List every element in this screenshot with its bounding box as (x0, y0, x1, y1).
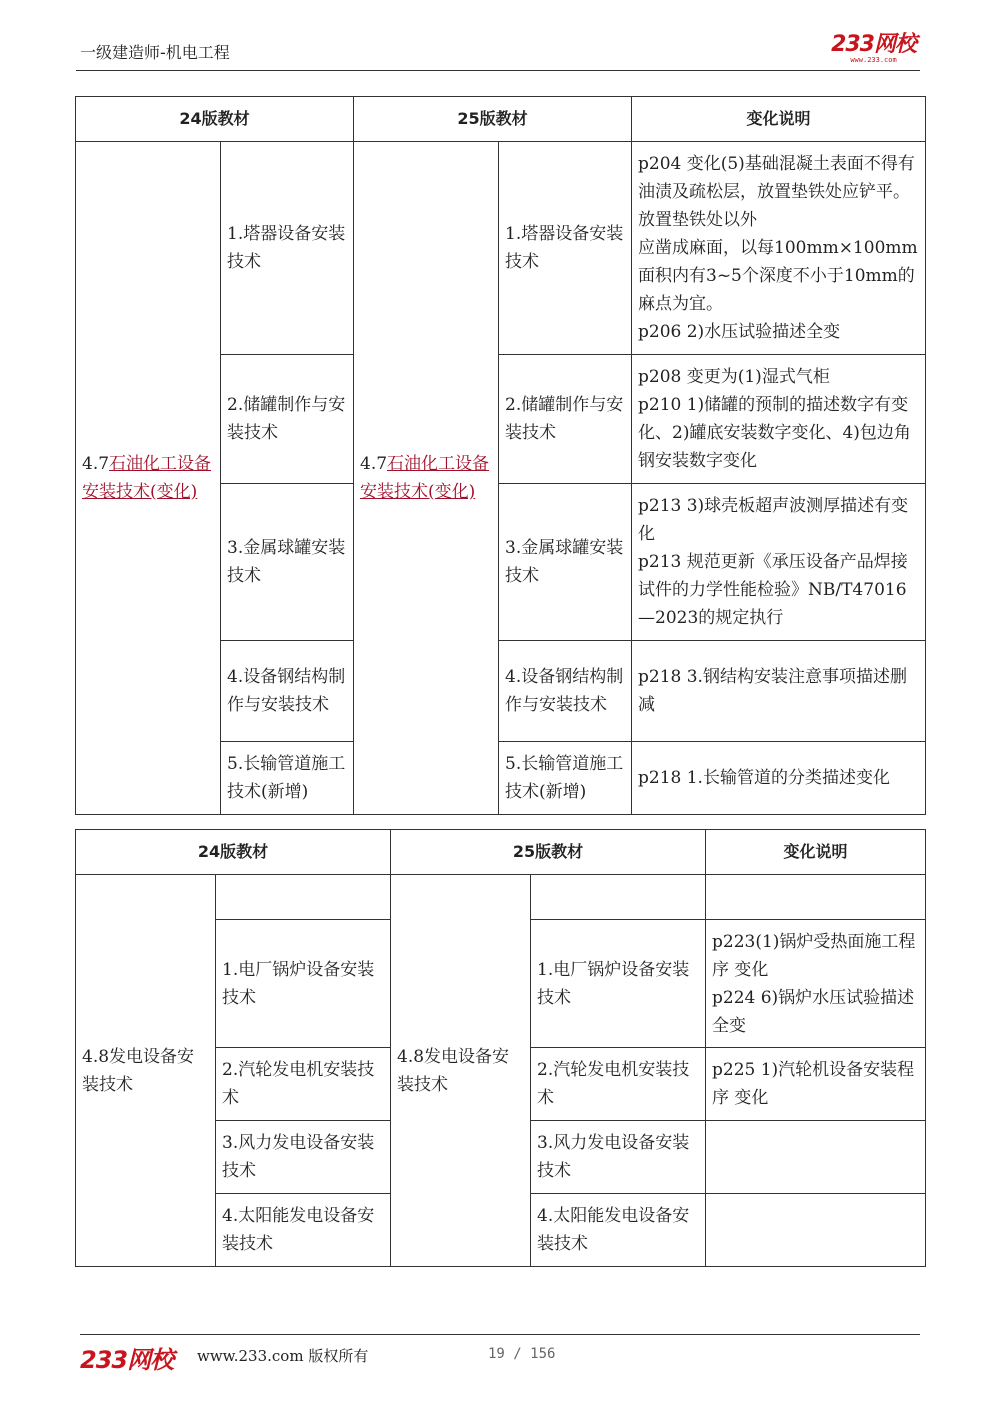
footer-logo: 233网校 (80, 1346, 174, 1374)
section-old: 3.风力发电设备安装技术 (216, 1121, 391, 1194)
note-line: p208 变更为(1)湿式气柜 (638, 367, 830, 387)
change-note-empty (706, 1121, 926, 1194)
comparison-table-1 (75, 96, 926, 815)
change-note (632, 742, 926, 815)
note-line: p224 6)锅炉水压试验描述全变 (712, 987, 915, 1036)
note-line: p223(1)锅炉受热面施工程序 变化 (712, 931, 916, 980)
col-header-changes: 变化说明 (632, 97, 926, 142)
doc-title: 一级建造师-机电工程 (80, 43, 230, 62)
section-new: 1.塔器设备安装技术 (499, 142, 632, 355)
change-note (632, 355, 926, 484)
logo-text: 233网校 (831, 32, 916, 57)
note-line: p218 3.钢结构安装注意事项描述删减 (638, 667, 907, 715)
note-line: p218 1.长输管道的分类描述变化 (638, 768, 890, 788)
page-number: 19 / 156 (488, 1346, 556, 1362)
section-new-empty (531, 875, 706, 920)
note-line: p210 1)储罐的预制的描述数字有变化、2)罐底安装数字变化、4)包边角钢安装数字变化 (638, 395, 911, 471)
note-line: p213 3)球壳板超声波测厚描述有变化 (638, 496, 909, 544)
comparison-table-2 (75, 829, 926, 1267)
section-new: 2.储罐制作与安装技术 (499, 355, 632, 484)
section-old: 5.长输管道施工技术(新增) (221, 742, 354, 815)
chapter-link[interactable]: 石油化工设备安装技术(变化) (360, 454, 490, 502)
page-footer (80, 1334, 920, 1374)
section-old: 2.汽轮发电机安装技术 (216, 1048, 391, 1121)
footer-rule (80, 1334, 920, 1335)
chapter-cell-2024: 4.8发电设备安装技术 (76, 875, 216, 1267)
brand-logo (831, 34, 916, 64)
logo-url: www.233.com (850, 56, 897, 64)
chapter-number: 4.7 (82, 454, 110, 474)
chapter-cell-2025: 4.8发电设备安装技术 (391, 875, 531, 1267)
section-old-empty (216, 875, 391, 920)
section-old: 1.塔器设备安装技术 (221, 142, 354, 355)
col-header-2024: 24版教材 (76, 830, 391, 875)
chapter-cell-2024 (76, 142, 221, 815)
note-line: p204 变化(5)基础混凝土表面不得有油渍及疏松层，放置垫铁处应铲平。放置垫铁处以外 (638, 154, 915, 230)
note-line: 应凿成麻面，以每100mm×100mm面积内有3~5个深度不小于10mm的麻点为宜。 (638, 238, 918, 314)
section-old: 2.储罐制作与安装技术 (221, 355, 354, 484)
note-line: p206 2)水压试验描述全变 (638, 322, 841, 342)
section-new: 2.汽轮发电机安装技术 (531, 1048, 706, 1121)
page-header (80, 34, 920, 74)
section-old: 3.金属球罐安装技术 (221, 484, 354, 641)
chapter-link[interactable]: 石油化工设备安装技术(变化) (82, 454, 212, 502)
col-header-2025: 25版教材 (391, 830, 706, 875)
section-new: 3.风力发电设备安装技术 (531, 1121, 706, 1194)
change-note (706, 920, 926, 1048)
section-new: 5.长输管道施工技术(新增) (499, 742, 632, 815)
section-old: 1.电厂锅炉设备安装技术 (216, 920, 391, 1048)
section-old: 4.太阳能发电设备安装技术 (216, 1194, 391, 1267)
chapter-cell-2025 (354, 142, 499, 815)
footer-site[interactable]: www.233.com 版权所有 (197, 1347, 369, 1365)
section-old: 4.设备钢结构制作与安装技术 (221, 641, 354, 742)
note-line: p225 1)汽轮机设备安装程序 变化 (712, 1060, 915, 1108)
section-new: 4.设备钢结构制作与安装技术 (499, 641, 632, 742)
chapter-number: 4.7 (360, 454, 388, 474)
change-note (706, 1048, 926, 1121)
section-new: 1.电厂锅炉设备安装技术 (531, 920, 706, 1048)
header-rule (76, 70, 920, 71)
change-note-empty (706, 875, 926, 920)
col-header-2025: 25版教材 (354, 97, 632, 142)
section-new: 4.太阳能发电设备安装技术 (531, 1194, 706, 1267)
col-header-changes: 变化说明 (706, 830, 926, 875)
change-note (632, 484, 926, 641)
col-header-2024: 24版教材 (76, 97, 354, 142)
note-line: p213 规范更新《承压设备产品焊接试件的力学性能检验》NB/T47016—2023的规定执行 (638, 552, 908, 628)
change-note (632, 641, 926, 742)
change-note-empty (706, 1194, 926, 1267)
change-note (632, 142, 926, 355)
section-new: 3.金属球罐安装技术 (499, 484, 632, 641)
